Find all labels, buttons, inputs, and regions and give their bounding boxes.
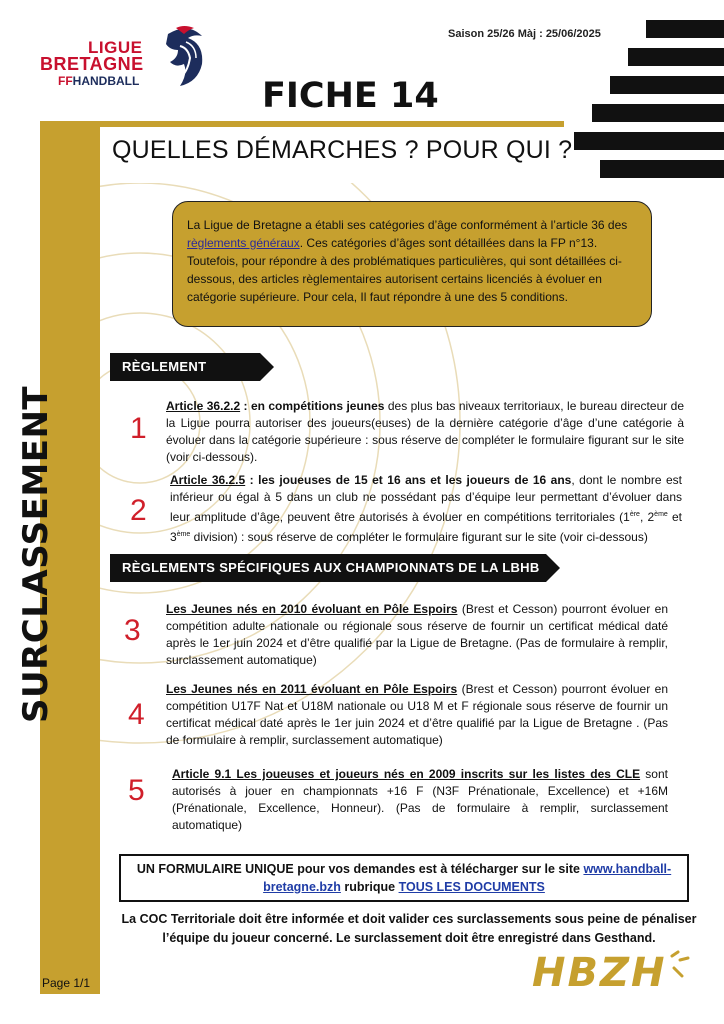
coc-notice: La COC Territoriale doit être informée et doit valider ces surclassements sous peine de pénaliser l’équipe du joueur concerné. Le surclassement doit être enregistré dans Gesthand. — [121, 912, 697, 945]
intro-text-1: La Ligue de Bretagne a établi ses catégories d’âge conformément à l’article 36 des — [187, 218, 628, 232]
formulaire-box — [119, 854, 689, 902]
page-number: Page 1/1 — [42, 976, 91, 990]
tous-les-documents-link[interactable]: TOUS LES DOCUMENTS — [398, 880, 545, 894]
reglements-generaux-link[interactable]: règlements généraux — [187, 236, 300, 250]
surclassement-label: SURCLASSEMENT — [16, 385, 56, 723]
hbzh-text: HBZH — [532, 950, 667, 996]
intro-box — [172, 201, 652, 327]
stripe-decoration — [600, 160, 724, 178]
stripe-decoration — [646, 20, 724, 38]
section-federal-title: RÈGLEMENT FÉDÉRAL — [122, 359, 207, 402]
article-number: 5 — [128, 774, 145, 807]
saison-date: Saison 25/26 Màj : 25/06/2025 — [448, 28, 601, 40]
article-1: Article 36.2.2 : en compétitions jeunes des plus bas niveaux territoriaux, le bureau directeur de la Ligue pourra autoriser des joueurs(euses) de la dernière catégorie d’âge d’une catégorie à évoluer dans la catégorie supérieure : sous réserve de compléter le formulaire figurant sur le site (voir ci-dessous). — [166, 399, 684, 464]
rooster-logo-icon — [158, 24, 212, 88]
logo-line3: FFHANDBALL — [58, 74, 140, 88]
article-3: Les Jeunes nés en 2010 évoluant en Pôle Espoirs (Brest et Cesson) pourront évoluer en compétition adulte nationale ou régionale sous réserve de fournir un certificat médical daté après le 1er juin 2024 et d’être qualifié par la Ligue de Bretagne. (Pas de formulaire à remplir, surclassement automatique) — [166, 602, 668, 667]
section-federal-header — [110, 353, 260, 402]
section-lbhb-header — [110, 554, 546, 582]
logo-line2: BRETAGNE — [40, 54, 144, 74]
article-number: 4 — [128, 698, 145, 731]
logo-line1: LIGUE — [88, 38, 143, 57]
page-title: FICHE 14 — [262, 76, 439, 116]
article-number: 2 — [130, 494, 147, 527]
section-lbhb-title: RÈGLEMENTS SPÉCIFIQUES AUX CHAMPIONNATS DE LA LBHB — [122, 560, 540, 575]
formbox-text-1: UN FORMULAIRE UNIQUE pour vos demandes est à télécharger sur le site — [136, 862, 584, 876]
page-subtitle: QUELLES DÉMARCHES ? POUR QUI ? — [112, 136, 573, 164]
vertical-label — [12, 355, 68, 725]
article-number: 3 — [124, 614, 141, 647]
spark-icon — [668, 950, 690, 980]
formbox-text-2: rubrique — [340, 880, 399, 894]
stripe-decoration — [574, 132, 724, 150]
stripe-decoration — [628, 48, 724, 66]
intro-text-2: . Ces catégories d’âges sont détaillées dans la FP n°13. Toutefois, pour répondre à des problématiques particulières, qui sont détaillées ci-dessous, des articles règlementaires autorisent certains licenciés à évoluer en catégorie supérieure. Pour cela, Il faut répondre à une des 5 conditions. — [187, 236, 622, 304]
article-number: 1 — [130, 412, 147, 445]
stripe-decoration — [592, 104, 724, 122]
ligue-bretagne-logo — [40, 24, 210, 90]
stripe-decoration — [610, 76, 724, 94]
article-2: Article 36.2.5 : les joueuses de 15 et 16 ans et les joueurs de 16 ans, dont le nombre est inférieur ou égal à 5 dans un club ne possédant pas d’équipe leur permettant d’évoluer dans leur amplitude d’âge, peuvent être autorisés à évoluer en compétitions territoriales (1ère, 2ème et 3ème division) : sous réserve de compléter le formulaire figurant sur le site (voir ci-dessous) — [170, 473, 683, 544]
article-4: Les Jeunes nés en 2011 évoluant en Pôle Espoirs (Brest et Cesson) pourront évoluer en compétition U17F Nat et U18M nationale ou U18 M et F régionale sous réserve de fournir un certificat médical daté après le 1er juin 2024 et d’être qualifié par la Ligue de Bretagne . (Pas de formulaire à remplir, surclassement automatique) — [166, 682, 668, 747]
handball-bretagne-link[interactable]: www.handball-bretagne.bzh — [263, 862, 672, 894]
article-5: Article 9.1 Les joueuses et joueurs nés en 2009 inscrits sur les listes des CLE sont autorisés à jouer en championnats +16 F (N3F Prénationale, Excellence) et +16M (Prénationale, Excellence, Honneur). (Pas de formulaire à remplir, surclassement automatique) — [172, 767, 668, 832]
hbzh-brand-logo — [532, 950, 690, 996]
